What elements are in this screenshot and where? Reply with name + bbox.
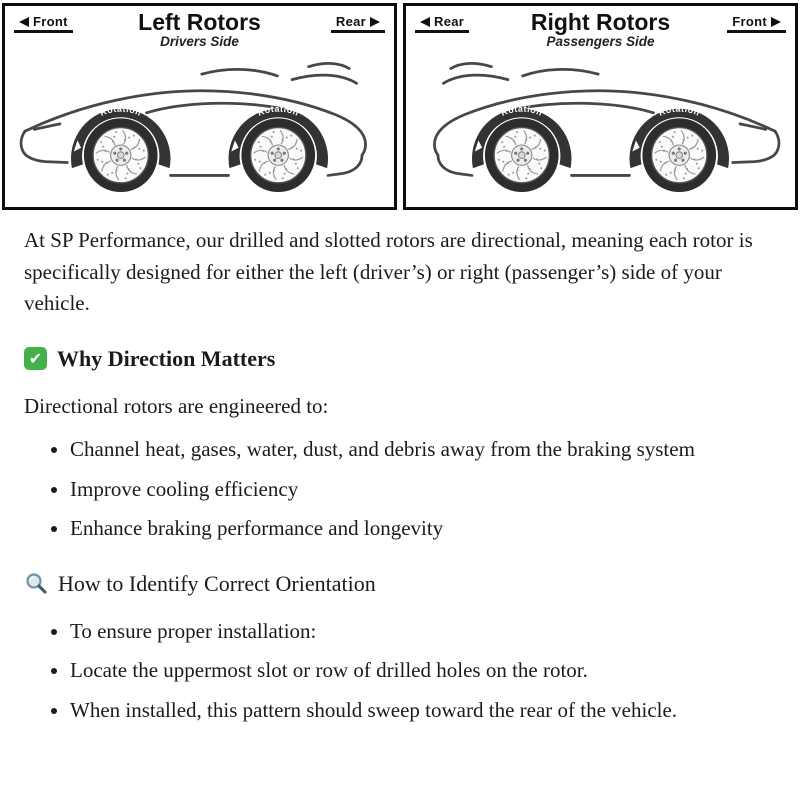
rotor-direction-diagram <box>0 0 800 212</box>
list-item: • Enhance braking performance and longevity <box>70 513 776 545</box>
magnifying-glass-icon <box>24 571 48 595</box>
direction-text: Front <box>33 14 68 29</box>
arrow-left-icon <box>19 17 29 27</box>
car-illustration-right <box>406 52 795 204</box>
list-item: • To ensure proper installation: <box>70 616 776 648</box>
front-direction-label <box>727 14 786 33</box>
list-item: • Improve cooling efficiency <box>70 474 776 506</box>
front-direction-label <box>14 14 73 33</box>
direction-text: Rear <box>434 14 465 29</box>
car-illustration-left <box>5 52 394 204</box>
heading-why-direction-matters <box>24 342 776 375</box>
benefits-list <box>24 434 776 545</box>
intro-paragraph: At SP Performance, our drilled and slotted rotors are directional, meaning each rotor is specifically designed for either the left (driver’s) or right (passenger’s) side of your vehicle. <box>24 228 753 315</box>
right-rotors-panel <box>403 3 798 210</box>
check-icon: ✔ <box>24 347 47 370</box>
list-item: • Channel heat, gases, water, dust, and debris away from the braking system <box>70 434 776 466</box>
left-panel-header <box>5 6 394 52</box>
arrow-right-icon <box>370 17 380 27</box>
list-item: • When installed, this pattern should sweep toward the rear of the vehicle. <box>70 695 776 727</box>
rear-direction-label <box>415 14 469 33</box>
heading-text: Why Direction Matters <box>57 345 276 371</box>
heading-identify-orientation <box>24 567 776 600</box>
arrow-left-icon <box>420 17 430 27</box>
list-item: • Locate the uppermost slot or row of drilled holes on the rotor. <box>70 655 776 687</box>
orientation-list <box>24 616 776 727</box>
direction-text: Rear <box>335 14 366 29</box>
arrow-right-icon <box>771 17 781 27</box>
article-body <box>0 212 800 726</box>
engineered-to-lead: Directional rotors are engineered to: <box>24 393 329 418</box>
left-rotors-panel <box>2 3 397 210</box>
panel-title: Left Rotors <box>138 9 261 35</box>
panel-subtitle: Passengers Side <box>546 34 655 50</box>
right-panel-header <box>406 6 795 52</box>
direction-text: Front <box>732 14 767 29</box>
panel-subtitle: Drivers Side <box>160 34 239 50</box>
heading-text: How to Identify Correct Orientation <box>58 570 376 596</box>
panel-title: Right Rotors <box>530 9 671 35</box>
rear-direction-label <box>331 14 385 33</box>
